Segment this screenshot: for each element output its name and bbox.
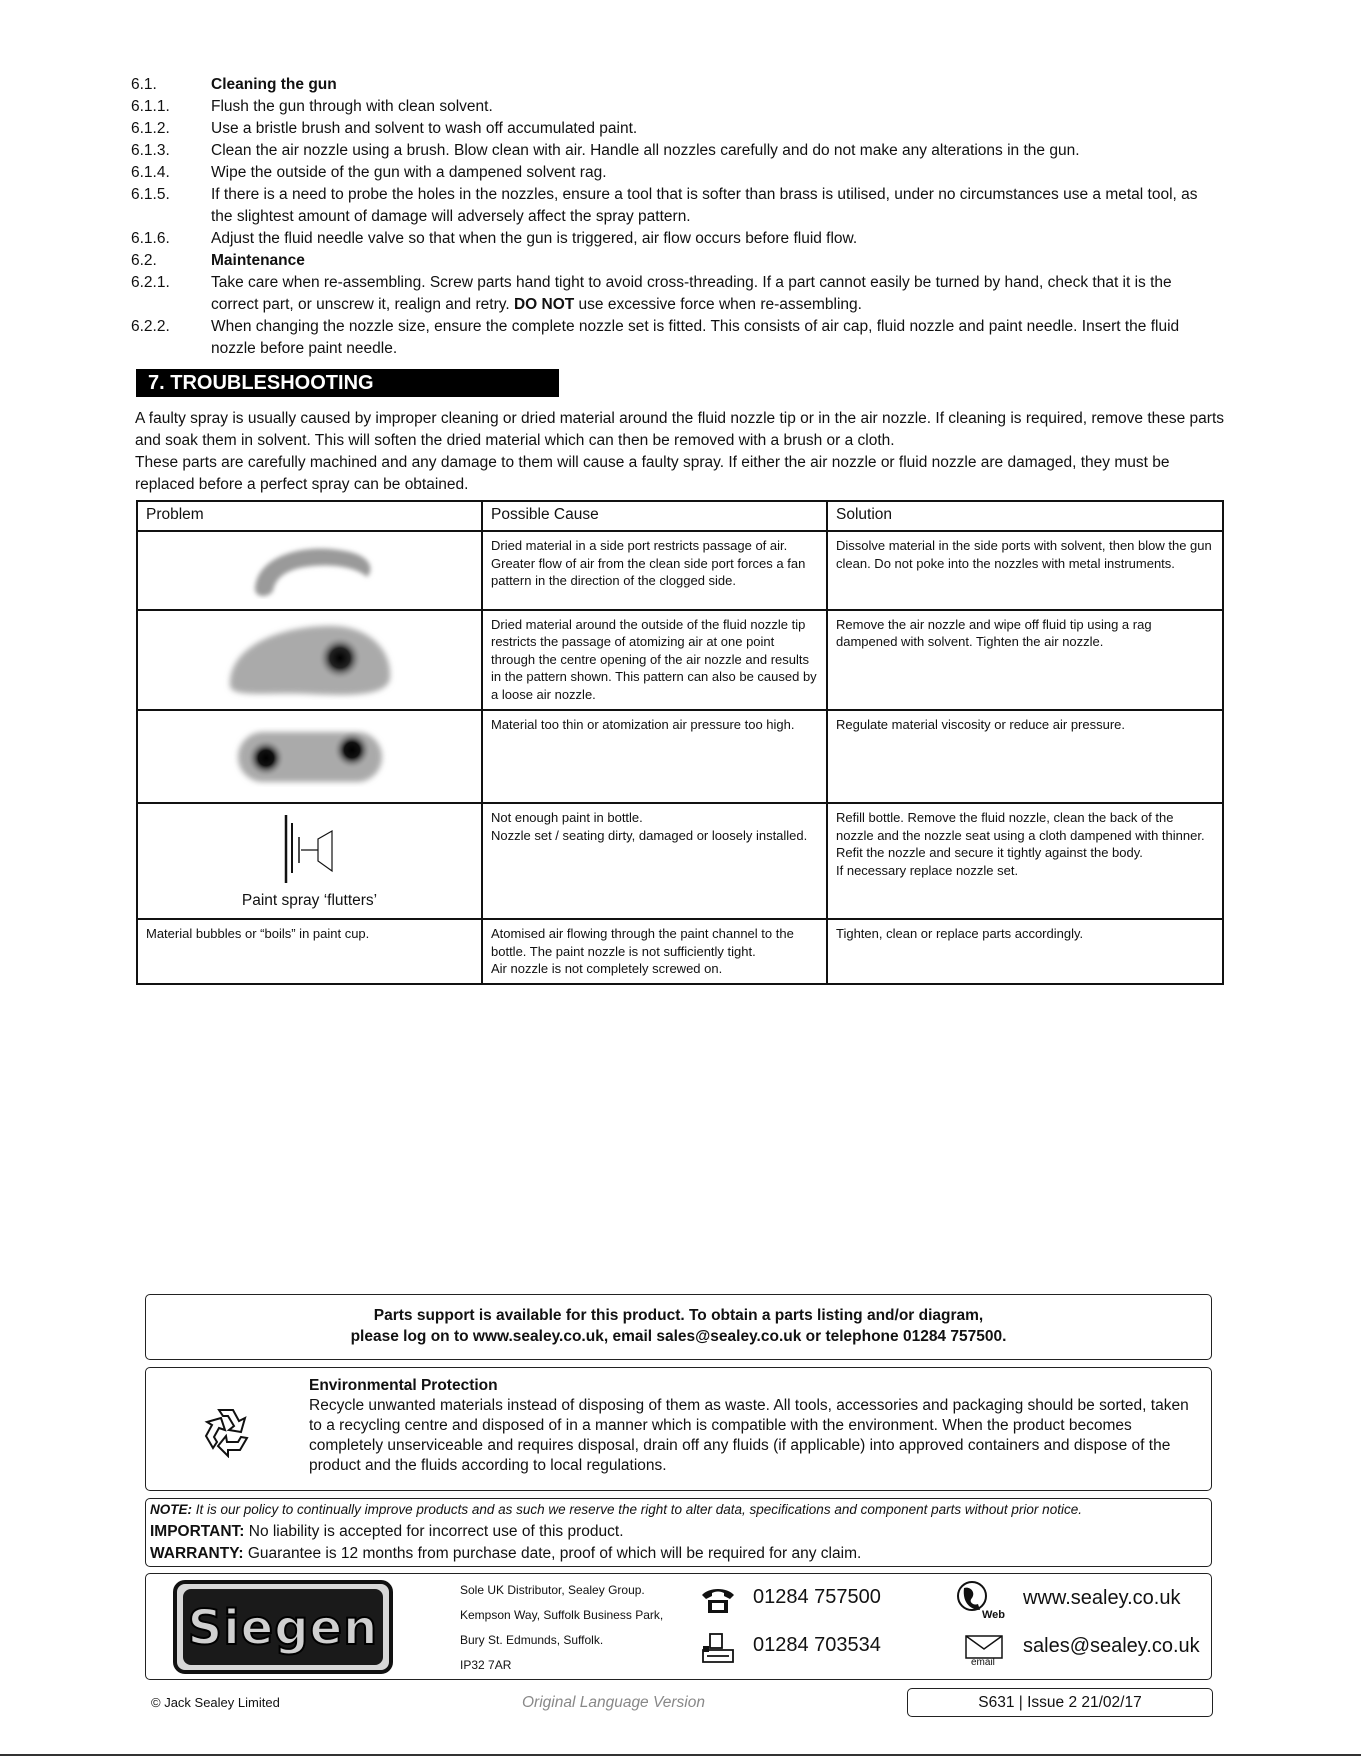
solution-cell: Remove the air nozzle and wipe off fluid tip using a rag dampened with solvent. Tighten the air nozzle. <box>827 610 1223 711</box>
issue-box: S631 | Issue 2 21/02/17 <box>907 1688 1213 1717</box>
siegen-logo: Siegen <box>173 1580 393 1674</box>
solution-cell: Refill bottle. Remove the fluid nozzle, clean the back of the nozzle and the nozzle seat using a cloth dampened with thinner. Refit the nozzle and secure it tightly against the body. If necessary replace nozzle set. <box>827 803 1223 919</box>
table-row <box>137 919 1223 984</box>
fax-icon <box>699 1632 737 1666</box>
solution-cell: Dissolve material in the side ports with solvent, then blow the gun clean. Do not poke into the nozzles with metal instruments. <box>827 531 1223 610</box>
recycle-icon <box>199 1404 253 1458</box>
table-header-row <box>137 501 1223 531</box>
svg-text:Web: Web <box>982 1609 1006 1621</box>
list-item: 6.2. Maintenance <box>131 252 305 269</box>
fax-number: 01284 703534 <box>753 1634 881 1656</box>
list-item: 6.1.5. If there is a need to probe the holes in the nozzles, ensure a tool that is softer than brass is utilised, under no circumstances use a metal tool, as the slightest amount of damage will adversely affect the spray pattern. <box>131 186 1198 225</box>
column-header: Problem <box>137 501 482 531</box>
intro-text: A faulty spray is usually caused by improper cleaning or dried material around the fluid nozzle tip or in the air nozzle. If cleaning is required, remove these parts and soak them in solvent. This will soften the dried material which can then be removed with a brush or a cloth. These parts are carefully machined and any damage to them will cause a faulty spray. If either the air nozzle or fluid nozzle are damaged, they must be replaced before a perfect spray can be obtained. <box>135 410 1225 493</box>
problem-cell: Material bubbles or “boils” in paint cup. <box>137 919 482 984</box>
copyright: © Jack Sealey Limited <box>151 1695 280 1710</box>
list-item: 6.1.3. Clean the air nozzle using a brush. Blow clean with air. Handle all nozzles carefully and do not make any alterations in the gun. <box>131 142 1080 159</box>
list-item: 6.1.1. Flush the gun through with clean solvent. <box>131 98 493 115</box>
email-link[interactable]: sales@sealey.co.uk <box>1023 1635 1200 1657</box>
table-row <box>137 803 1223 919</box>
cause-cell: Dried material in a side port restricts passage of air. Greater flow of air from the clean side port forces a fan pattern in the direction of the clogged side. <box>482 531 827 610</box>
list-item: 6.1.6. Adjust the fluid needle valve so that when the gun is triggered, air flow occurs before fluid flow. <box>131 230 858 247</box>
environmental-text: Environmental Protection Recycle unwanted materials instead of disposing of them as waste. All tools, accessories and packaging should be sorted, taken to a recycling centre and disposed of in a manner which is compatible with the environment. When the product becomes completely unserviceable and requires disposal, drain off any fluids (if applicable) into approved containers and dispose of the product and the fluids according to local regulations. <box>309 1377 1189 1474</box>
cause-cell: Not enough paint in bottle. Nozzle set / seating dirty, damaged or loosely installed. <box>482 803 827 919</box>
troubleshooting-table <box>136 500 1224 985</box>
cause-cell: Material too thin or atomization air pressure too high. <box>482 710 827 803</box>
flutter-pattern-image <box>270 809 350 885</box>
arc-pattern-image <box>235 537 385 599</box>
warranty-line: WARRANTY: Guarantee is 12 months from purchase date, proof of which will be required for any claim. <box>150 1545 862 1562</box>
address: Sole UK Distributor, Sealey Group. Kempson Way, Suffolk Business Park, Bury St. Edmunds, Suffolk. IP32 7AR <box>460 1583 664 1672</box>
table-row <box>137 531 1223 610</box>
web-globe-icon <box>954 1578 1008 1622</box>
table-row <box>137 610 1223 711</box>
bottom-rule <box>0 1754 1361 1756</box>
list-item: 6.2.1. Take care when re-assembling. Screw parts hand tight to avoid cross-threading. If a part cannot easily be turned by hand, check that it is the correct part, or unscrew it, realign and retry. DO NOT use excessive force when re-assembling. <box>131 274 1172 313</box>
environmental-protection-box <box>145 1367 1212 1491</box>
phone-number: 01284 757500 <box>753 1586 881 1608</box>
email-icon <box>964 1634 1004 1666</box>
list-item: 6.1.2. Use a bristle brush and solvent to wash off accumulated paint. <box>131 120 638 137</box>
column-header: Solution <box>827 501 1223 531</box>
solution-cell: Regulate material viscosity or reduce air pressure. <box>827 710 1223 803</box>
parts-support-box: Parts support is available for this product. To obtain a parts listing and/or diagram, please log on to www.sealey.co.uk, email sales@sealey.co.uk or telephone 01284 757500. <box>145 1294 1212 1360</box>
list-item: 6.1. Cleaning the gun <box>131 76 337 93</box>
important-line: IMPORTANT: No liability is accepted for incorrect use of this product. <box>150 1523 624 1540</box>
problem-cell <box>137 710 482 803</box>
table-row <box>137 710 1223 803</box>
notes-box <box>145 1498 1212 1567</box>
problem-cell <box>137 531 482 610</box>
heavy-end-pattern-image <box>220 616 400 700</box>
web-link[interactable]: www.sealey.co.uk <box>1023 1587 1181 1609</box>
column-header: Possible Cause <box>482 501 827 531</box>
list-item: 6.2.2. When changing the nozzle size, ensure the complete nozzle set is fitted. This consists of air cap, fluid nozzle and paint needle. Insert the fluid nozzle before paint needle. <box>131 318 1180 357</box>
cause-cell: Atomised air flowing through the paint channel to the bottle. The paint nozzle is not sufficiently tight. Air nozzle is not completely screwed on. <box>482 919 827 984</box>
phone-icon <box>699 1587 737 1615</box>
instruction-list <box>131 74 1221 360</box>
cause-cell: Dried material around the outside of the fluid nozzle tip restricts the passage of atomizing air at one point through the centre opening of the air nozzle and results in the pattern shown. This pattern can also be caused by a loose air nozzle. <box>482 610 827 711</box>
list-item: 6.1.4. Wipe the outside of the gun with a dampened solvent rag. <box>131 164 607 181</box>
problem-label: Paint spray ‘flutters’ <box>241 891 378 909</box>
split-pattern-image <box>230 716 390 792</box>
section-heading: 7. TROUBLESHOOTING <box>136 369 559 397</box>
solution-cell: Tighten, clean or replace parts accordingly. <box>827 919 1223 984</box>
contact-box <box>145 1573 1212 1680</box>
svg-text:email: email <box>971 1657 995 1666</box>
problem-cell <box>137 610 482 711</box>
problem-cell <box>137 803 482 919</box>
note-line: NOTE: It is our policy to continually improve products and as such we reserve the right to alter data, specifications and component parts without prior notice. <box>150 1502 1082 1517</box>
language-version: Original Language Version <box>522 1694 705 1711</box>
